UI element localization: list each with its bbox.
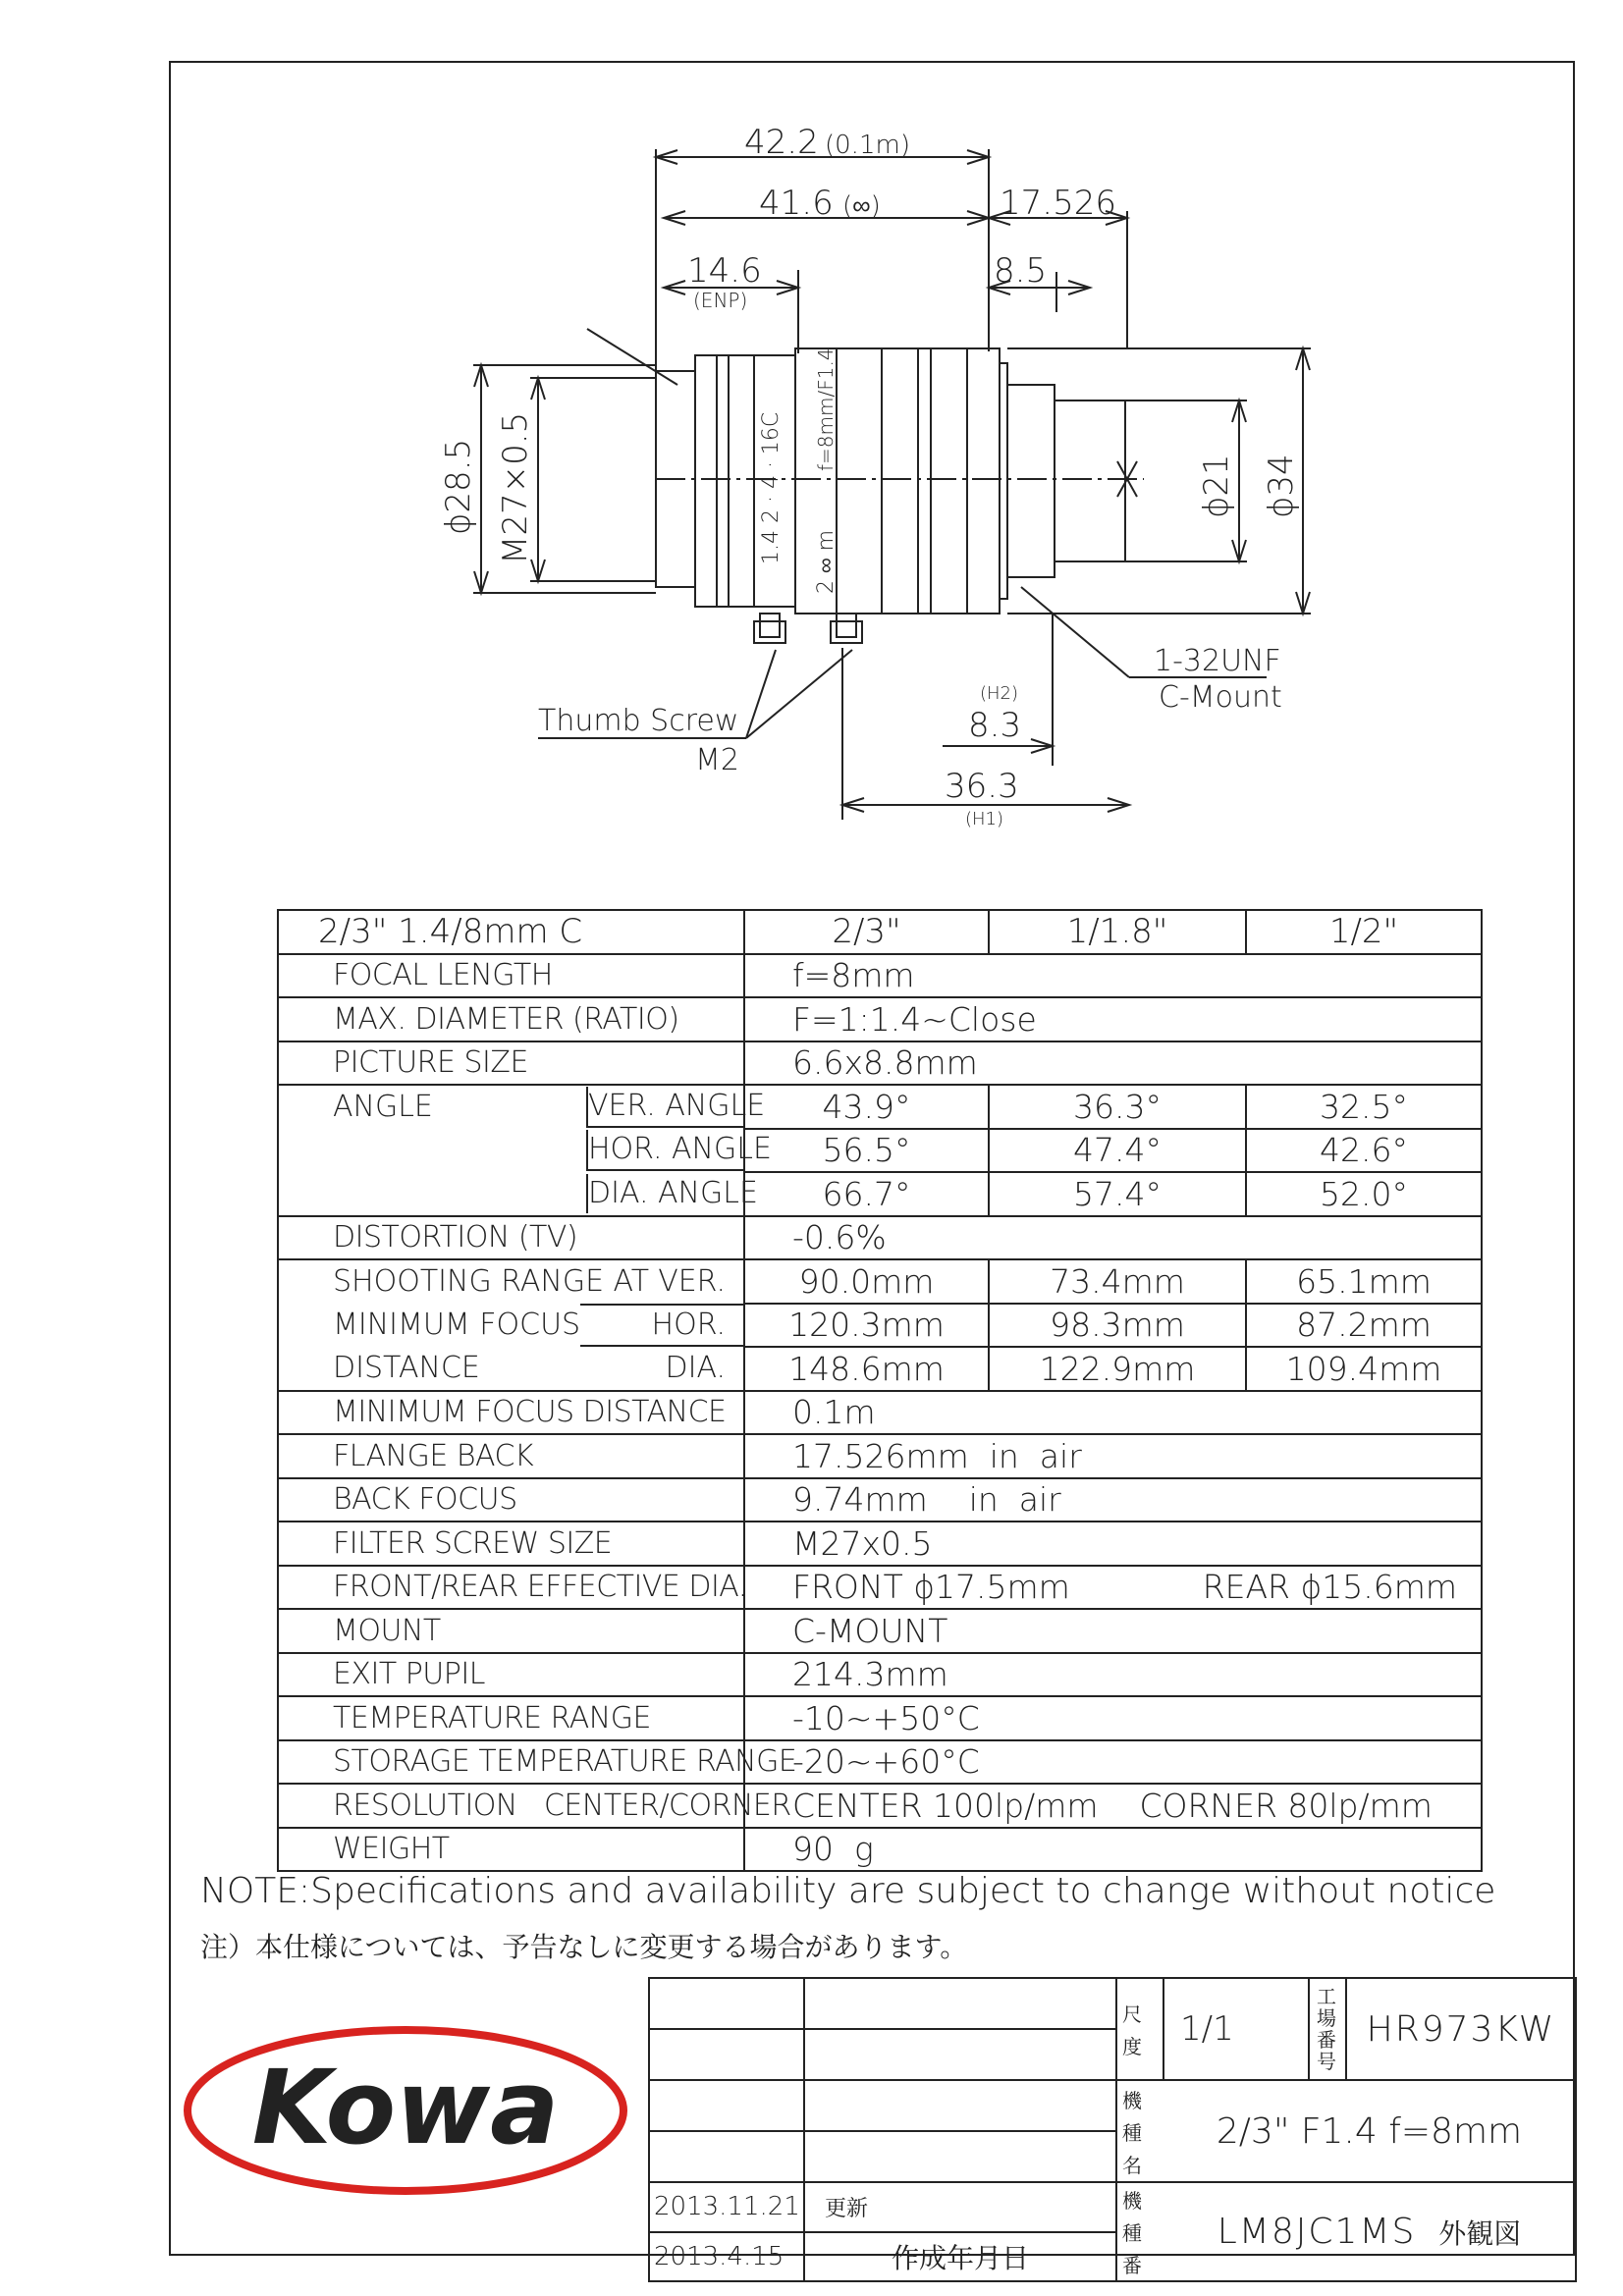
model-name-key-3: 名 — [1122, 2153, 1142, 2177]
ring-iris-scale: 1.4 2 · 4 · 16C — [759, 411, 784, 564]
spec-value: -0.6% — [744, 1216, 1482, 1260]
shooting-label-1: SHOOTING RANGE AT — [333, 1264, 650, 1300]
angle-sub-ver: VER. ANGLE — [586, 1087, 743, 1128]
ring-focus-label: f=8mm/F1.4 — [814, 347, 838, 471]
spec-label: FRONT/REAR EFFECTIVE DIA. — [278, 1566, 744, 1610]
factory-key-1: 工 — [1317, 1985, 1336, 2008]
angle-hor-col1: 56.5° — [744, 1129, 989, 1173]
spec-label: MAX. DIAMETER (RATIO) — [278, 997, 744, 1041]
spec-label: MINIMUM FOCUS DISTANCE — [278, 1391, 744, 1435]
factory-key-2: 場 — [1317, 2006, 1336, 2030]
spec-label: BACK FOCUS — [278, 1478, 744, 1522]
table-row — [278, 1041, 1482, 1086]
spec-header-col1: 2/3" — [744, 910, 989, 954]
model-no-key-3: 番 — [1122, 2254, 1142, 2277]
note-japanese: 注）本仕様については、予告なしに変更する場合があります。 — [200, 1931, 968, 1963]
dim-m27: M27×0.5 — [496, 411, 535, 564]
spec-value: 9.74mm in air — [744, 1478, 1482, 1522]
h1-note: (H1) — [965, 809, 1004, 829]
shooting-label-2: MINIMUM FOCUS — [333, 1308, 581, 1343]
angle-label: ANGLE — [333, 1090, 433, 1125]
dim-d34: ϕ34 — [1262, 454, 1301, 518]
scale-key-1: 尺 — [1122, 2002, 1142, 2026]
spec-header-col3: 1/2" — [1246, 910, 1482, 954]
angle-sub-dia: DIA. ANGLE — [586, 1174, 743, 1213]
shoot-dia-col3: 109.4mm — [1246, 1347, 1482, 1391]
dim-d28-5: ϕ28.5 — [439, 438, 478, 535]
h2-note: (H2) — [980, 683, 1019, 704]
table-row — [278, 1828, 1482, 1872]
table-row — [278, 1609, 1482, 1653]
spec-label: FOCAL LENGTH — [278, 954, 744, 998]
spec-label: WEIGHT — [278, 1828, 744, 1872]
spec-header-row — [278, 910, 1482, 954]
angle-ver-col3: 32.5° — [1246, 1085, 1482, 1129]
dim-14-6: 14.6 — [687, 251, 762, 291]
rev2-text: 作成年月日 — [804, 2232, 1116, 2282]
spec-label: MOUNT — [278, 1609, 744, 1653]
scale-key-2: 度 — [1122, 2035, 1142, 2058]
shoot-ver-col1: 90.0mm — [744, 1259, 989, 1304]
angle-ver-col2: 36.3° — [989, 1085, 1246, 1129]
note-english: NOTE:Specifications and availability are subject to change without notice — [200, 1871, 1496, 1911]
rev2-date: 2013.4.15 — [649, 2232, 804, 2282]
spec-value: 0.1m — [744, 1391, 1482, 1435]
table-row — [278, 954, 1482, 998]
table-row — [278, 1085, 1482, 1129]
angle-hor-col3: 42.6° — [1246, 1129, 1482, 1173]
dim-8-5: 8.5 — [994, 251, 1048, 291]
scale-value: 1/1 — [1163, 1978, 1309, 2080]
spec-value: -10~+50°C — [744, 1696, 1482, 1740]
angle-sub-hor: HOR. ANGLE — [586, 1130, 743, 1171]
model-name: 2/3" F1.4 f=8mm — [1163, 2080, 1576, 2182]
angle-dia-col3: 52.0° — [1246, 1172, 1482, 1216]
spec-value: 90 g — [744, 1828, 1482, 1872]
thumb-screw-label: Thumb Screw — [538, 704, 739, 738]
spec-label: RESOLUTION CENTER/CORNER — [278, 1784, 744, 1828]
rev1-date: 2013.11.21 — [649, 2182, 804, 2232]
ring-focus-scale: 2 ∞ m — [814, 529, 839, 594]
spec-value: CENTER 100lp/mm CORNER 80lp/mm — [744, 1784, 1482, 1828]
effective-front: FRONT ϕ17.5mm — [792, 1568, 1070, 1607]
table-row — [278, 1391, 1482, 1435]
table-row — [278, 1522, 1482, 1566]
spec-header-col2: 1/1.8" — [989, 910, 1246, 954]
spec-label: FILTER SCREW SIZE — [278, 1522, 744, 1566]
shooting-sub-ver: VER. — [658, 1264, 726, 1300]
table-row — [278, 1653, 1482, 1697]
table-row — [278, 1696, 1482, 1740]
shoot-dia-col1: 148.6mm — [744, 1347, 989, 1391]
spec-label: PICTURE SIZE — [278, 1041, 744, 1086]
spec-value: 6.6x8.8mm — [744, 1041, 1482, 1086]
dim-enp-note: (ENP) — [693, 289, 748, 312]
angle-ver-col1: 43.9° — [744, 1085, 989, 1129]
dim-42-2: 42.2 — [744, 123, 819, 162]
mount-thread: 1-32UNF — [1154, 644, 1281, 678]
model-name-key-2: 種 — [1122, 2120, 1142, 2145]
shoot-dia-col2: 122.9mm — [989, 1347, 1246, 1391]
angle-hor-col2: 47.4° — [989, 1129, 1246, 1173]
shooting-label-3: DISTANCE — [333, 1351, 480, 1386]
shooting-sub-hor: HOR. — [580, 1304, 743, 1347]
shoot-ver-col3: 65.1mm — [1246, 1259, 1482, 1304]
dim-41-6-note: (∞) — [842, 191, 881, 221]
shooting-sub-dia: DIA. — [665, 1351, 726, 1386]
factory-key-3: 番 — [1317, 2028, 1336, 2052]
dim-42-2-note: (0.1m) — [825, 131, 910, 160]
h1-value: 36.3 — [945, 767, 1019, 806]
factory-number: HR973KW — [1346, 1978, 1576, 2080]
model-no-key-1: 機 — [1122, 2189, 1142, 2213]
spec-value: M27x0.5 — [744, 1522, 1482, 1566]
model-number: LM8JC1MS — [1217, 2212, 1417, 2252]
spec-label: DISTORTION (TV) — [278, 1216, 744, 1260]
effective-rear: REAR ϕ15.6mm — [1202, 1568, 1457, 1607]
spec-table — [277, 909, 1483, 1872]
title-block — [648, 1977, 1577, 2282]
table-row — [278, 1129, 1482, 1173]
angle-dia-col2: 57.4° — [989, 1172, 1246, 1216]
table-row — [278, 1172, 1482, 1216]
spec-value: 214.3mm — [744, 1653, 1482, 1697]
table-row — [278, 997, 1482, 1041]
spec-label: TEMPERATURE RANGE — [278, 1696, 744, 1740]
table-row — [278, 1216, 1482, 1260]
dim-17-526: 17.526 — [1000, 184, 1116, 223]
shoot-hor-col3: 87.2mm — [1246, 1304, 1482, 1348]
table-row — [278, 1434, 1482, 1478]
spec-value: 17.526mm in air — [744, 1434, 1482, 1478]
spec-label: FLANGE BACK — [278, 1434, 744, 1478]
table-row — [278, 1566, 1482, 1610]
h2-value: 8.3 — [968, 706, 1022, 745]
spec-label: STORAGE TEMPERATURE RANGE — [278, 1740, 744, 1785]
dim-d21: ϕ21 — [1197, 454, 1236, 518]
rev1-text: 更新 — [804, 2182, 1116, 2232]
shoot-ver-col2: 73.4mm — [989, 1259, 1246, 1304]
shoot-hor-col1: 120.3mm — [744, 1304, 989, 1348]
logo-text: Kowa — [251, 2048, 560, 2167]
dim-41-6: 41.6 — [759, 184, 834, 223]
thumb-screw-size: M2 — [695, 743, 739, 777]
spec-value: -20~+60°C — [744, 1740, 1482, 1785]
kowa-logo — [175, 2017, 636, 2204]
spec-label: EXIT PUPIL — [278, 1653, 744, 1697]
spec-value: F=1:1.4~Close — [744, 997, 1482, 1041]
angle-dia-col1: 66.7° — [744, 1172, 989, 1216]
spec-header-model: 2/3" 1.4/8mm C — [278, 910, 744, 954]
table-row — [278, 1259, 1482, 1304]
spec-value: f=8mm — [744, 954, 1482, 998]
table-row — [278, 1304, 1482, 1348]
model-no-key-2: 種 — [1122, 2221, 1142, 2245]
model-name-key-1: 機 — [1122, 2088, 1142, 2112]
model-number-suffix: 外観図 — [1438, 2217, 1522, 2250]
table-row — [278, 1347, 1482, 1391]
lens-drawing — [0, 0, 1623, 864]
factory-key-4: 号 — [1317, 2050, 1336, 2073]
mount-type: C-Mount — [1159, 680, 1282, 715]
spec-value: C-MOUNT — [744, 1609, 1482, 1653]
shoot-hor-col2: 98.3mm — [989, 1304, 1246, 1348]
table-row — [278, 1478, 1482, 1522]
table-row — [278, 1784, 1482, 1828]
table-row — [278, 1740, 1482, 1785]
